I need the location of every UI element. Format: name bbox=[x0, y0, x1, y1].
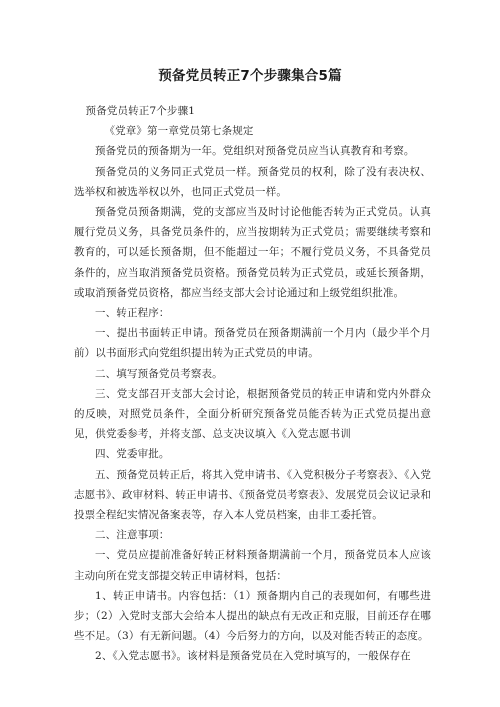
paragraph: 预备党员的义务同正式党员一样。预备党员的权利，除了没有表决权、选举权和被选举权以外，也同正式党员一样。 bbox=[74, 165, 431, 198]
paragraph: 二、填写预备党员考察表。 bbox=[95, 367, 223, 380]
paragraph: 2、《入党志愿书》。该材料是预备党员在入党时填写的，一般保存在 bbox=[95, 650, 411, 663]
section-heading: 预备党员转正7个步骤1 bbox=[85, 105, 196, 117]
paragraph: 一、党员应提前准备好转正材料预备期满前一个月，预备党员本人应该主动向所在党支部提交转正申请材料，包括： bbox=[74, 549, 431, 582]
paragraph: 三、党支部召开支部大会讨论，根据预备党员的转正申请和党内外群众的反映，对照党员条件，全面分析研究预备党员能否转为正式党员提出意见，供党委参考，并将支部、总支决议填入《入党志愿书训 bbox=[74, 387, 431, 441]
paragraph: 预备党员的预备期为一年。党组织对预备党员应当认真教育和考察。 bbox=[95, 145, 415, 158]
paragraph: 五、预备党员转正后，将其入党申请书、《入党积极分子考察表》、《入党志愿书》、政审材料、转正申请书、《预备党员考察表》、发展党员会议记录和投票全程纪实情况备案表等，存入本人党员档案，由非工委托管。 bbox=[74, 468, 431, 522]
paragraph: 预备党员预备期满，党的支部应当及时讨论他能否转为正式党员。认真履行党员义务，具备党员条件的，应当按期转为正式党员；需要继续考察和教育的，可以延长预备期，但不能超过一年；不履行党员义务，不具备党员条件的，应当取消预备党员资格。预备党员转为正式党员，或延长预备期，或取消预备党员资格，都应当经支部大会讨论通过和上级党组织批准。 bbox=[74, 206, 431, 299]
paragraph: 1、转正申请书。内容包括：（1）预备期内自己的表现如何，有哪些进步；（2）入党时支部大会给本人提出的缺点有无改正和克服，目前还存在哪些不足。（3）有无新问题。（4）今后努力的方向，以及对能否转正的态度。 bbox=[74, 589, 431, 643]
paragraph: 四、党委审批。 bbox=[95, 448, 170, 461]
document-body bbox=[74, 101, 431, 667]
paragraph: 二、注意事项： bbox=[95, 529, 170, 542]
paragraph: 一、转正程序： bbox=[95, 307, 170, 320]
paragraph: 一、提出书面转正申请。预备党员在预备期满前一个月内（最少半个月前）以书面形式向党组织提出转为正式党员的申请。 bbox=[74, 327, 431, 360]
paragraph: 《党章》第一章党员第七条规定 bbox=[104, 125, 254, 138]
document-title: 预备党员转正7个步骤集合5篇 bbox=[158, 68, 342, 84]
